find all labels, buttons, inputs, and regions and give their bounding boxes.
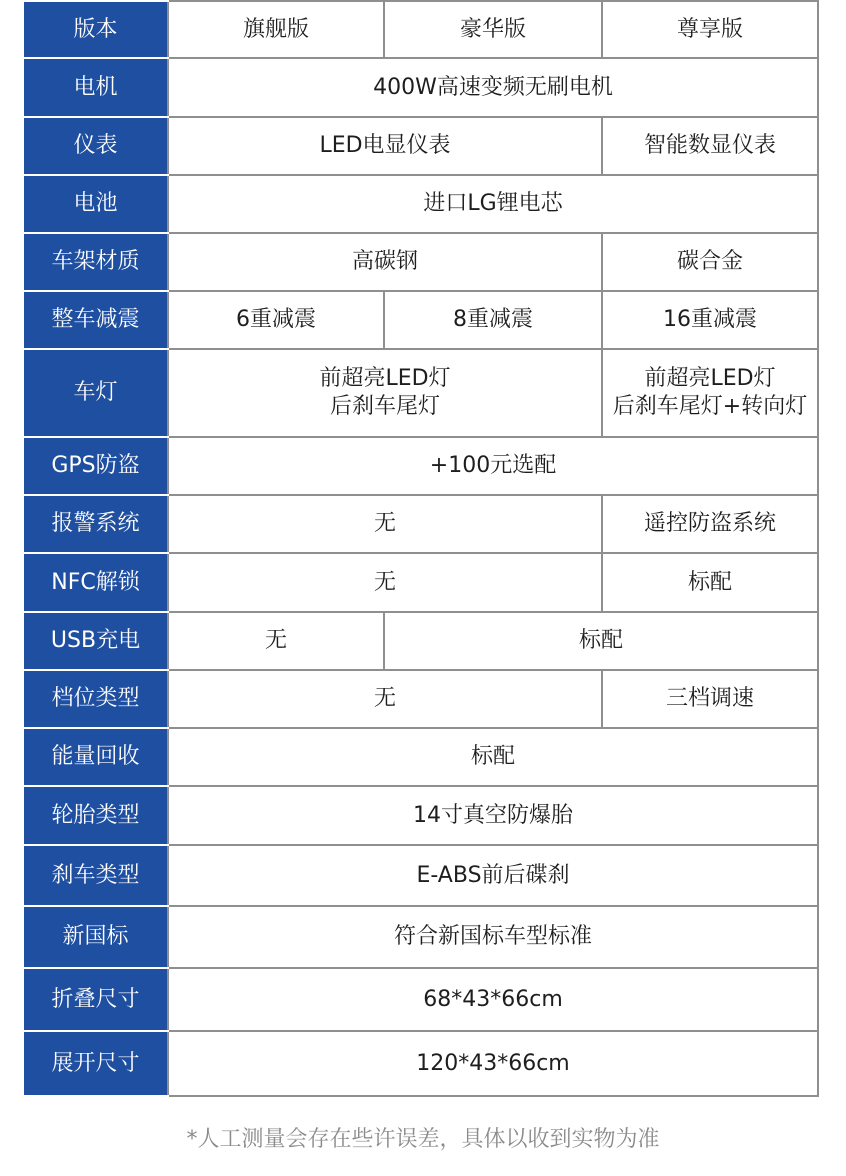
row-label: 车灯 xyxy=(24,349,168,437)
footer-note: *人工测量会存在些许误差，具体以收到实物为准 xyxy=(186,1127,660,1152)
spec-cell: 14寸真空防爆胎 xyxy=(168,786,818,845)
spec-cell: 8重减震 xyxy=(384,291,602,349)
table-row xyxy=(24,495,818,553)
spec-cell: 标配 xyxy=(602,553,818,612)
table-row xyxy=(24,968,818,1031)
spec-cell: 豪华版 xyxy=(384,1,602,58)
spec-cell: 符合新国标车型标准 xyxy=(168,906,818,968)
spec-cell: 无 xyxy=(168,670,602,728)
row-label: GPS防盗 xyxy=(24,437,168,495)
row-label: 车架材质 xyxy=(24,233,168,291)
spec-cell: LED电显仪表 xyxy=(168,117,602,175)
spec-table-body xyxy=(24,1,818,1096)
row-label: 版本 xyxy=(24,1,168,58)
table-row xyxy=(24,906,818,968)
spec-cell: 尊享版 xyxy=(602,1,818,58)
spec-cell: 标配 xyxy=(384,612,818,670)
table-row xyxy=(24,553,818,612)
row-label: 展开尺寸 xyxy=(24,1031,168,1096)
spec-cell: 120*43*66cm xyxy=(168,1031,818,1096)
spec-cell: 旗舰版 xyxy=(168,1,384,58)
spec-cell: 68*43*66cm xyxy=(168,968,818,1031)
row-label: 轮胎类型 xyxy=(24,786,168,845)
row-label: NFC解锁 xyxy=(24,553,168,612)
row-label: 折叠尺寸 xyxy=(24,968,168,1031)
table-row xyxy=(24,670,818,728)
spec-cell: 16重减震 xyxy=(602,291,818,349)
spec-cell: 无 xyxy=(168,612,384,670)
table-row xyxy=(24,58,818,117)
spec-cell: 400W高速变频无刷电机 xyxy=(168,58,818,117)
row-label: 仪表 xyxy=(24,117,168,175)
spec-cell: 6重减震 xyxy=(168,291,384,349)
table-row xyxy=(24,845,818,906)
spec-cell: 前超亮LED灯 后刹车尾灯 xyxy=(168,349,602,437)
table-row xyxy=(24,786,818,845)
spec-cell: 进口LG锂电芯 xyxy=(168,175,818,233)
spec-cell: +100元选配 xyxy=(168,437,818,495)
spec-cell: 高碳钢 xyxy=(168,233,602,291)
table-row xyxy=(24,1031,818,1096)
table-row xyxy=(24,437,818,495)
row-label: 档位类型 xyxy=(24,670,168,728)
row-label: 刹车类型 xyxy=(24,845,168,906)
spec-cell: E-ABS前后碟刹 xyxy=(168,845,818,906)
spec-cell: 标配 xyxy=(168,728,818,786)
table-row xyxy=(24,291,818,349)
table-row xyxy=(24,349,818,437)
spec-cell: 智能数显仪表 xyxy=(602,117,818,175)
table-row xyxy=(24,1,818,58)
spec-cell: 无 xyxy=(168,553,602,612)
row-label: USB充电 xyxy=(24,612,168,670)
table-row xyxy=(24,175,818,233)
row-label: 能量回收 xyxy=(24,728,168,786)
spec-cell: 前超亮LED灯 后刹车尾灯+转向灯 xyxy=(602,349,818,437)
spec-table xyxy=(24,0,819,1097)
table-row xyxy=(24,612,818,670)
row-label: 电机 xyxy=(24,58,168,117)
row-label: 新国标 xyxy=(24,906,168,968)
row-label: 报警系统 xyxy=(24,495,168,553)
table-row xyxy=(24,233,818,291)
spec-cell: 碳合金 xyxy=(602,233,818,291)
table-row xyxy=(24,728,818,786)
table-row xyxy=(24,117,818,175)
spec-cell: 遥控防盗系统 xyxy=(602,495,818,553)
spec-cell: 三档调速 xyxy=(602,670,818,728)
spec-cell: 无 xyxy=(168,495,602,553)
row-label: 整车减震 xyxy=(24,291,168,349)
row-label: 电池 xyxy=(24,175,168,233)
